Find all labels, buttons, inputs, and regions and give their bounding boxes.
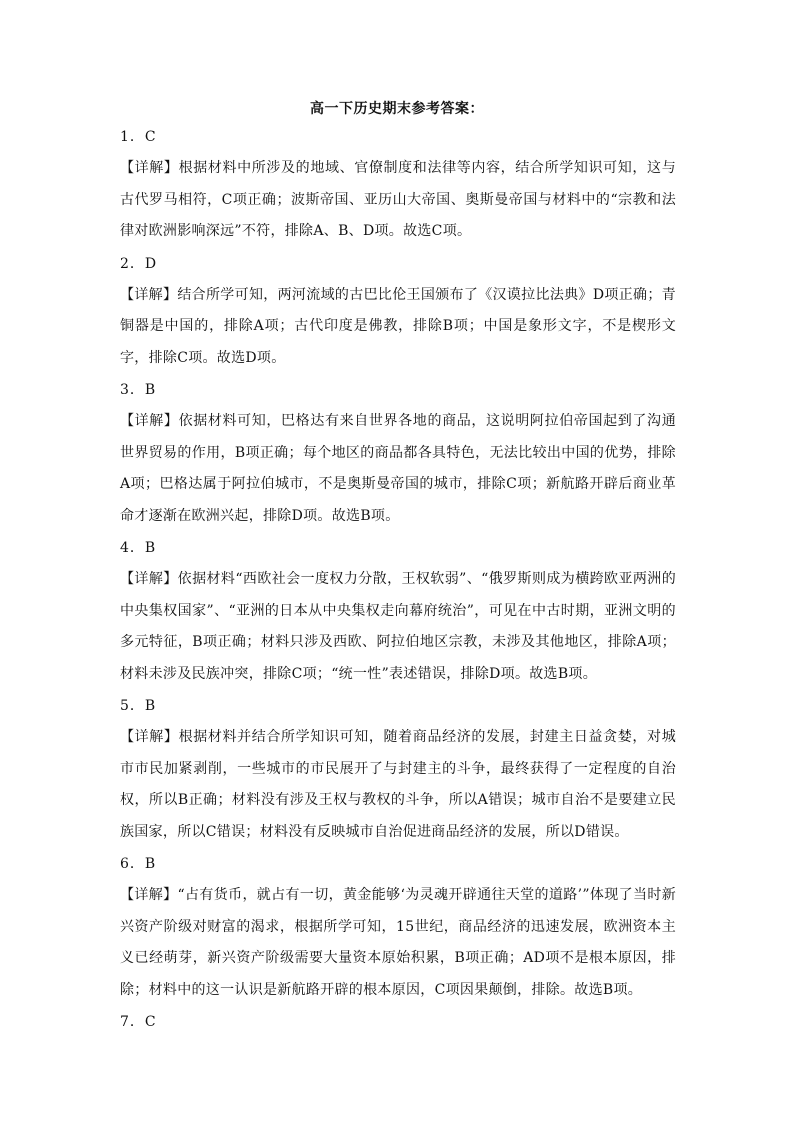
answer-7: 7．C xyxy=(120,1014,157,1030)
answer-1: 1．C xyxy=(120,129,157,145)
explanation-3 xyxy=(120,406,676,532)
explanation-tag: 【详解】 xyxy=(120,160,179,176)
page-title: 高一下历史期末参考答案： xyxy=(310,101,484,117)
answer-5: 5．B xyxy=(120,698,157,714)
explanation-tag: 【详解】 xyxy=(120,729,179,745)
explanation-tag: 【详解】 xyxy=(120,286,178,303)
explanation-tag: 【详解】 xyxy=(120,413,179,429)
explanation-text: “占有货币，就占有一切，黄金能够‘为灵魂开辟通往天堂的道路’”体现了当时新兴资产阶级对财富的渴求，根据所学可知，15世纪，商品经济的迅速发展，欧洲资本主义已经萌芽，新兴资产阶级需要大量资本原始积累，B项正确；AD项不是根本原因，排除；材料中的这一认识是新航路开辟的根本原因，C项因果颠倒，排除。故选B项。 xyxy=(120,887,677,998)
explanation-4 xyxy=(120,564,676,690)
answer-2: 2．D xyxy=(120,255,158,272)
answer-3: 3．B xyxy=(120,382,157,398)
explanation-2 xyxy=(120,280,676,375)
explanation-text: 依据材料“西欧社会一度权力分散，王权软弱”、“俄罗斯则成为横跨欧亚两洲的中央集权国家”、“亚洲的日本从中央集权走向幕府统治”，可见在中古时期，亚洲文明的多元特征，B项正确；材料只涉及西欧、阿拉伯地区宗教，未涉及其他地区，排除A项；材料未涉及民族冲突，排除C项；“统一性”表述错误，排除D项。故选B项。 xyxy=(120,571,676,682)
explanation-tag: 【详解】 xyxy=(120,887,178,903)
explanation-5 xyxy=(120,722,676,848)
explanation-text: 根据材料中所涉及的地域、官僚制度和法律等内容，结合所学知识可知，这与古代罗马相符，C项正确；波斯帝国、亚历山大帝国、奥斯曼帝国与材料中的“宗教和法律对欧洲影响深远”不符，排除A、B、D项。故选C项。 xyxy=(120,160,676,239)
explanation-1 xyxy=(120,153,676,248)
explanation-6 xyxy=(120,880,676,1006)
answer-4: 4．B xyxy=(120,540,157,556)
explanation-text: 依据材料可知，巴格达有来自世界各地的商品，这说明阿拉伯帝国起到了沟通世界贸易的作用，B项正确；每个地区的商品都各具特色，无法比较出中国的优势，排除A项；巴格达属于阿拉伯城市，不是奥斯曼帝国的城市，排除C项；新航路开辟后商业革命才逐渐在欧洲兴起，排除D项。故选B项。 xyxy=(120,413,676,524)
answer-list xyxy=(120,121,676,1038)
explanation-text: 根据材料并结合所学知识可知，随着商品经济的发展，封建主日益贪婪，对城市市民加紧剥削，一些城市的市民展开了与封建主的斗争，最终获得了一定程度的自治权，所以B正确；材料没有涉及王权与教权的斗争，所以A错误；城市自治不是要建立民族国家，所以C错误；材料没有反映城市自治促进商品经济的发展，所以D错误。 xyxy=(120,729,676,840)
explanation-text: 结合所学可知，两河流域的古巴比伦王国颁布了《汉谟拉比法典》D项正确；青铜器是中国的，排除A项；古代印度是佛教，排除B项；中国是象形文字，不是楔形文字，排除C项。故选D项。 xyxy=(120,286,676,366)
explanation-tag: 【详解】 xyxy=(120,571,178,587)
answer-6: 6．B xyxy=(120,856,157,872)
